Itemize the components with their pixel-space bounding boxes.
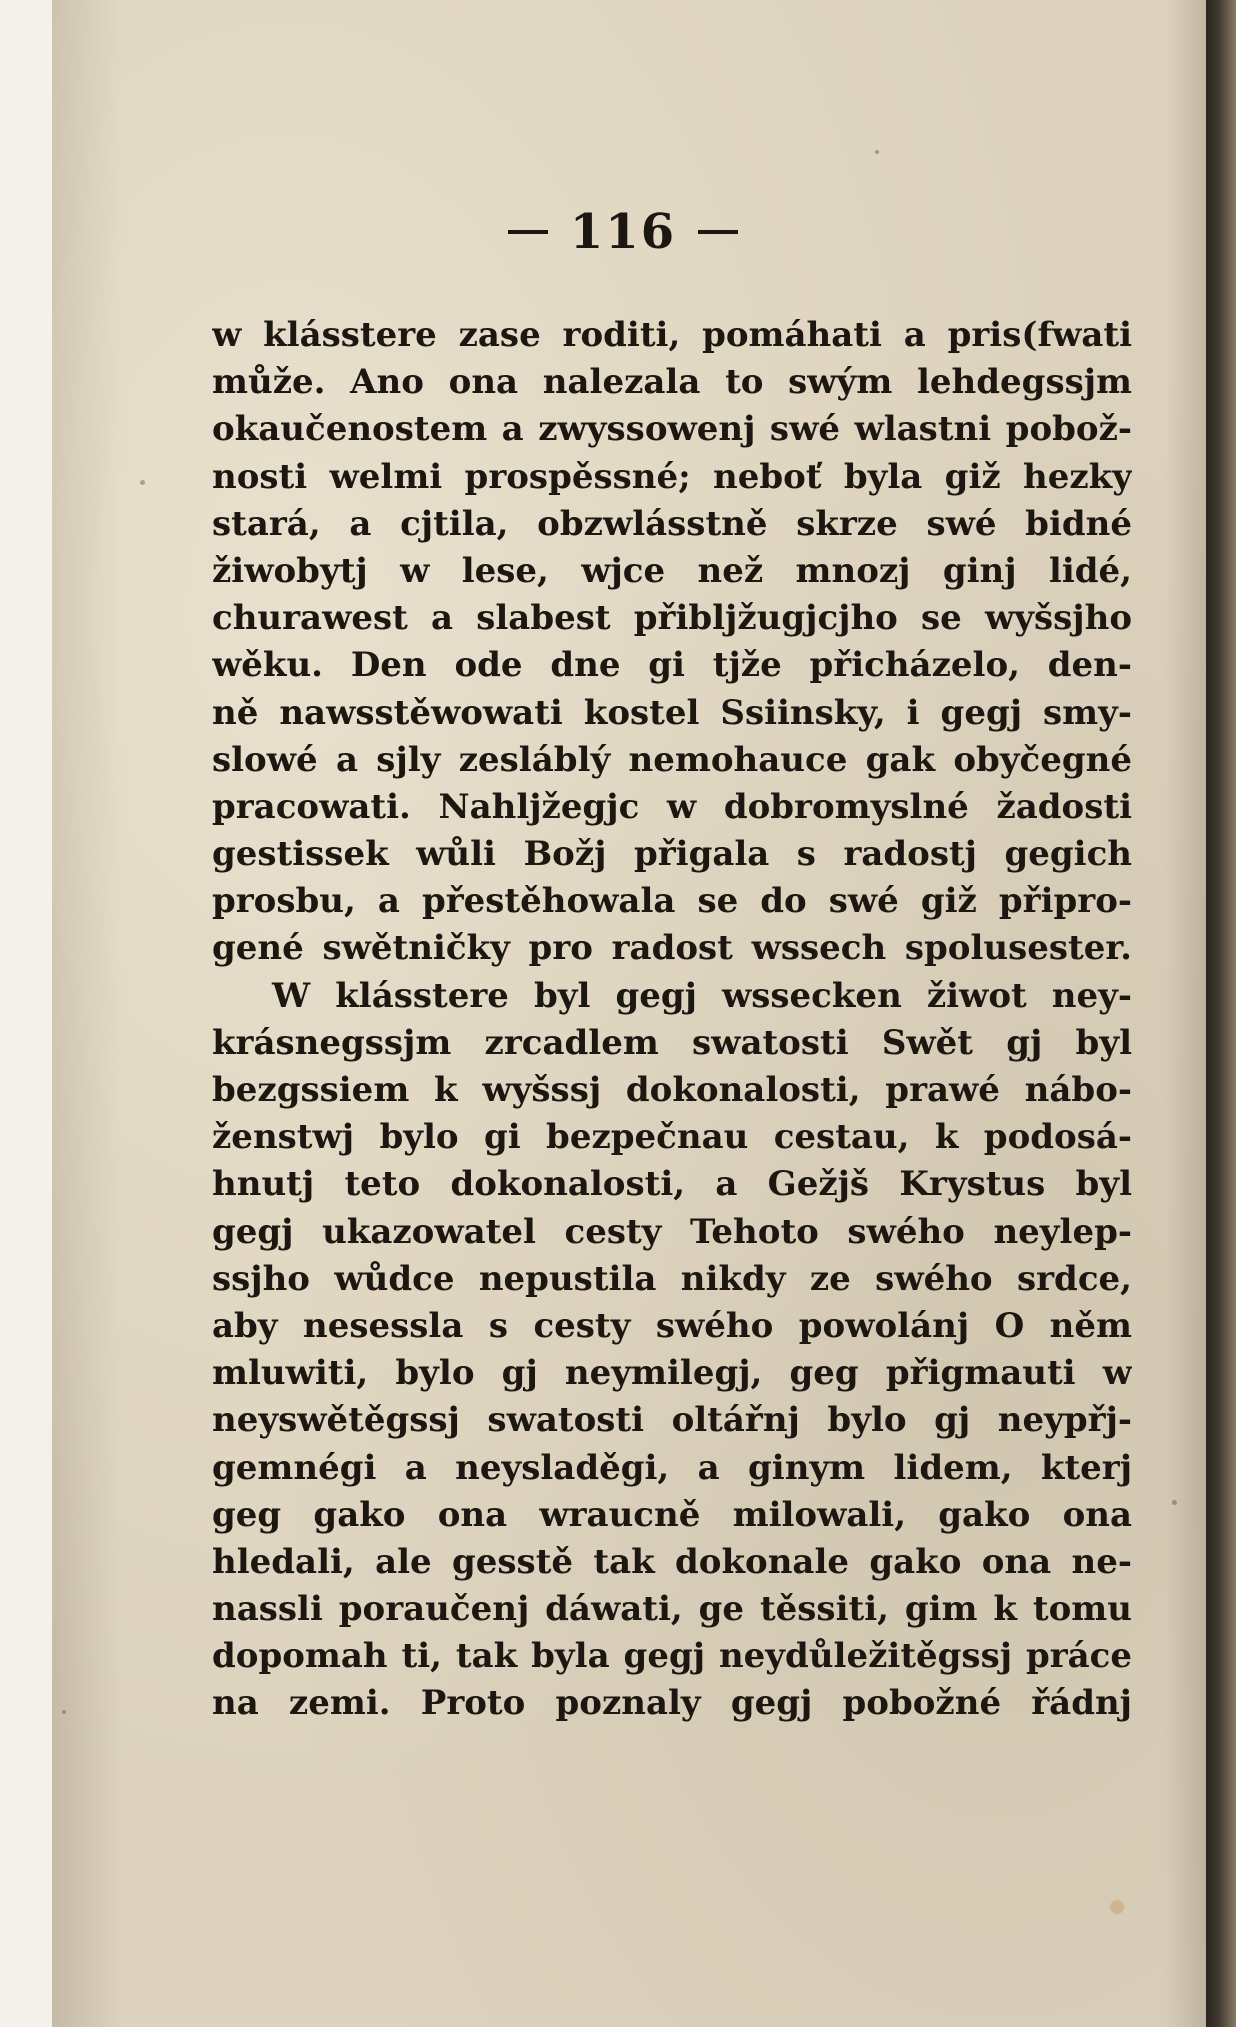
body-text [212,312,1132,1728]
paper-speck [62,1710,66,1714]
text-line: wěku. Den ode dne gi tjže přicházelo, den- [212,645,1132,686]
text-line: aby nesessla s cesty swého powolánj O něm [212,1305,1132,1346]
paper-speck [140,480,145,485]
text-line: geg gako ona wraucně milowali, gako ona [212,1494,1132,1535]
text-line: okaučenostem a zwyssowenj swé wlastni pobož- [212,409,1132,450]
text-line: slowé a sjly zesláblý nemohauce gak obyčegné [212,739,1132,780]
book-spine-shadow [1206,0,1236,2027]
header-dash-right [698,230,738,234]
text-line: mluwiti, bylo gj neymilegj, geg přigmauti w [212,1353,1132,1394]
text-line: krásnegssjm zrcadlem swatosti Swět gj byl [212,1022,1132,1063]
text-line: ssjho wůdce nepustila nikdy ze swého srdce, [212,1258,1132,1299]
text-line: gené swětničky pro radost wssech spolusester. [212,928,1132,969]
text-line: pracowati. Nahljžegjc w dobromyslné žadosti [212,786,1132,827]
text-line: může. Ano ona nalezala to swým lehdegssjm [212,362,1132,403]
page-header [0,202,1246,262]
text-line: churawest a slabest přibljžugjcjho se wyšsjho [212,598,1132,639]
text-line: ně nawsstěwowati kostel Ssiinsky, i gegj smy- [212,692,1132,733]
paper-speck [1110,1900,1124,1914]
text-line: w klásstere zase roditi, pomáhati a pris(fwati [212,315,1132,355]
text-line: nosti welmi prospěssné; neboť byla giž hezky [212,456,1132,497]
text-line: ženstwj bylo gi bezpečnau cestau, k podosá- [212,1117,1132,1158]
text-line: na zemi. Proto poznaly gegj pobožné řádnj [212,1683,1132,1724]
text-line: hledali, ale gesstě tak dokonale gako ona ne- [212,1541,1132,1582]
page-margin-left [0,0,52,2027]
page-number: 116 [569,204,677,260]
text-line: nassli poraučenj dáwati, ge těssiti, gim k tomu [212,1589,1132,1630]
text-line: gegj ukazowatel cesty Tehoto swého neylep- [212,1211,1132,1252]
text-line: stará, a cjtila, obzwlásstně skrze swé bidné [212,503,1132,544]
text-line: bezgssiem k wyšssj dokonalosti, prawé nábo- [212,1070,1132,1110]
text-line: neyswětěgssj swatosti oltářnj bylo gj neypřj- [212,1400,1132,1441]
text-line: gemnégi a neysladěgi, a ginym lidem, kterj [212,1447,1132,1488]
text-line: gestissek wůli Božj přigala s radostj gegich [212,834,1132,875]
text-line: žiwobytj w lese, wjce než mnozj ginj lidé, [212,550,1132,591]
text-line: dopomah ti, tak byla gegj neydůležitěgssj práce [212,1636,1132,1677]
text-line: prosbu, a přestěhowala se do swé giž připro- [212,881,1132,922]
text-line: W klásstere byl gegj wssecken žiwot ney- [272,975,1132,1016]
header-dash-left [508,230,548,234]
paper-speck [875,150,879,154]
text-line: hnutj teto dokonalosti, a Gežjš Krystus byl [212,1164,1132,1205]
paper-speck [1172,1500,1177,1505]
